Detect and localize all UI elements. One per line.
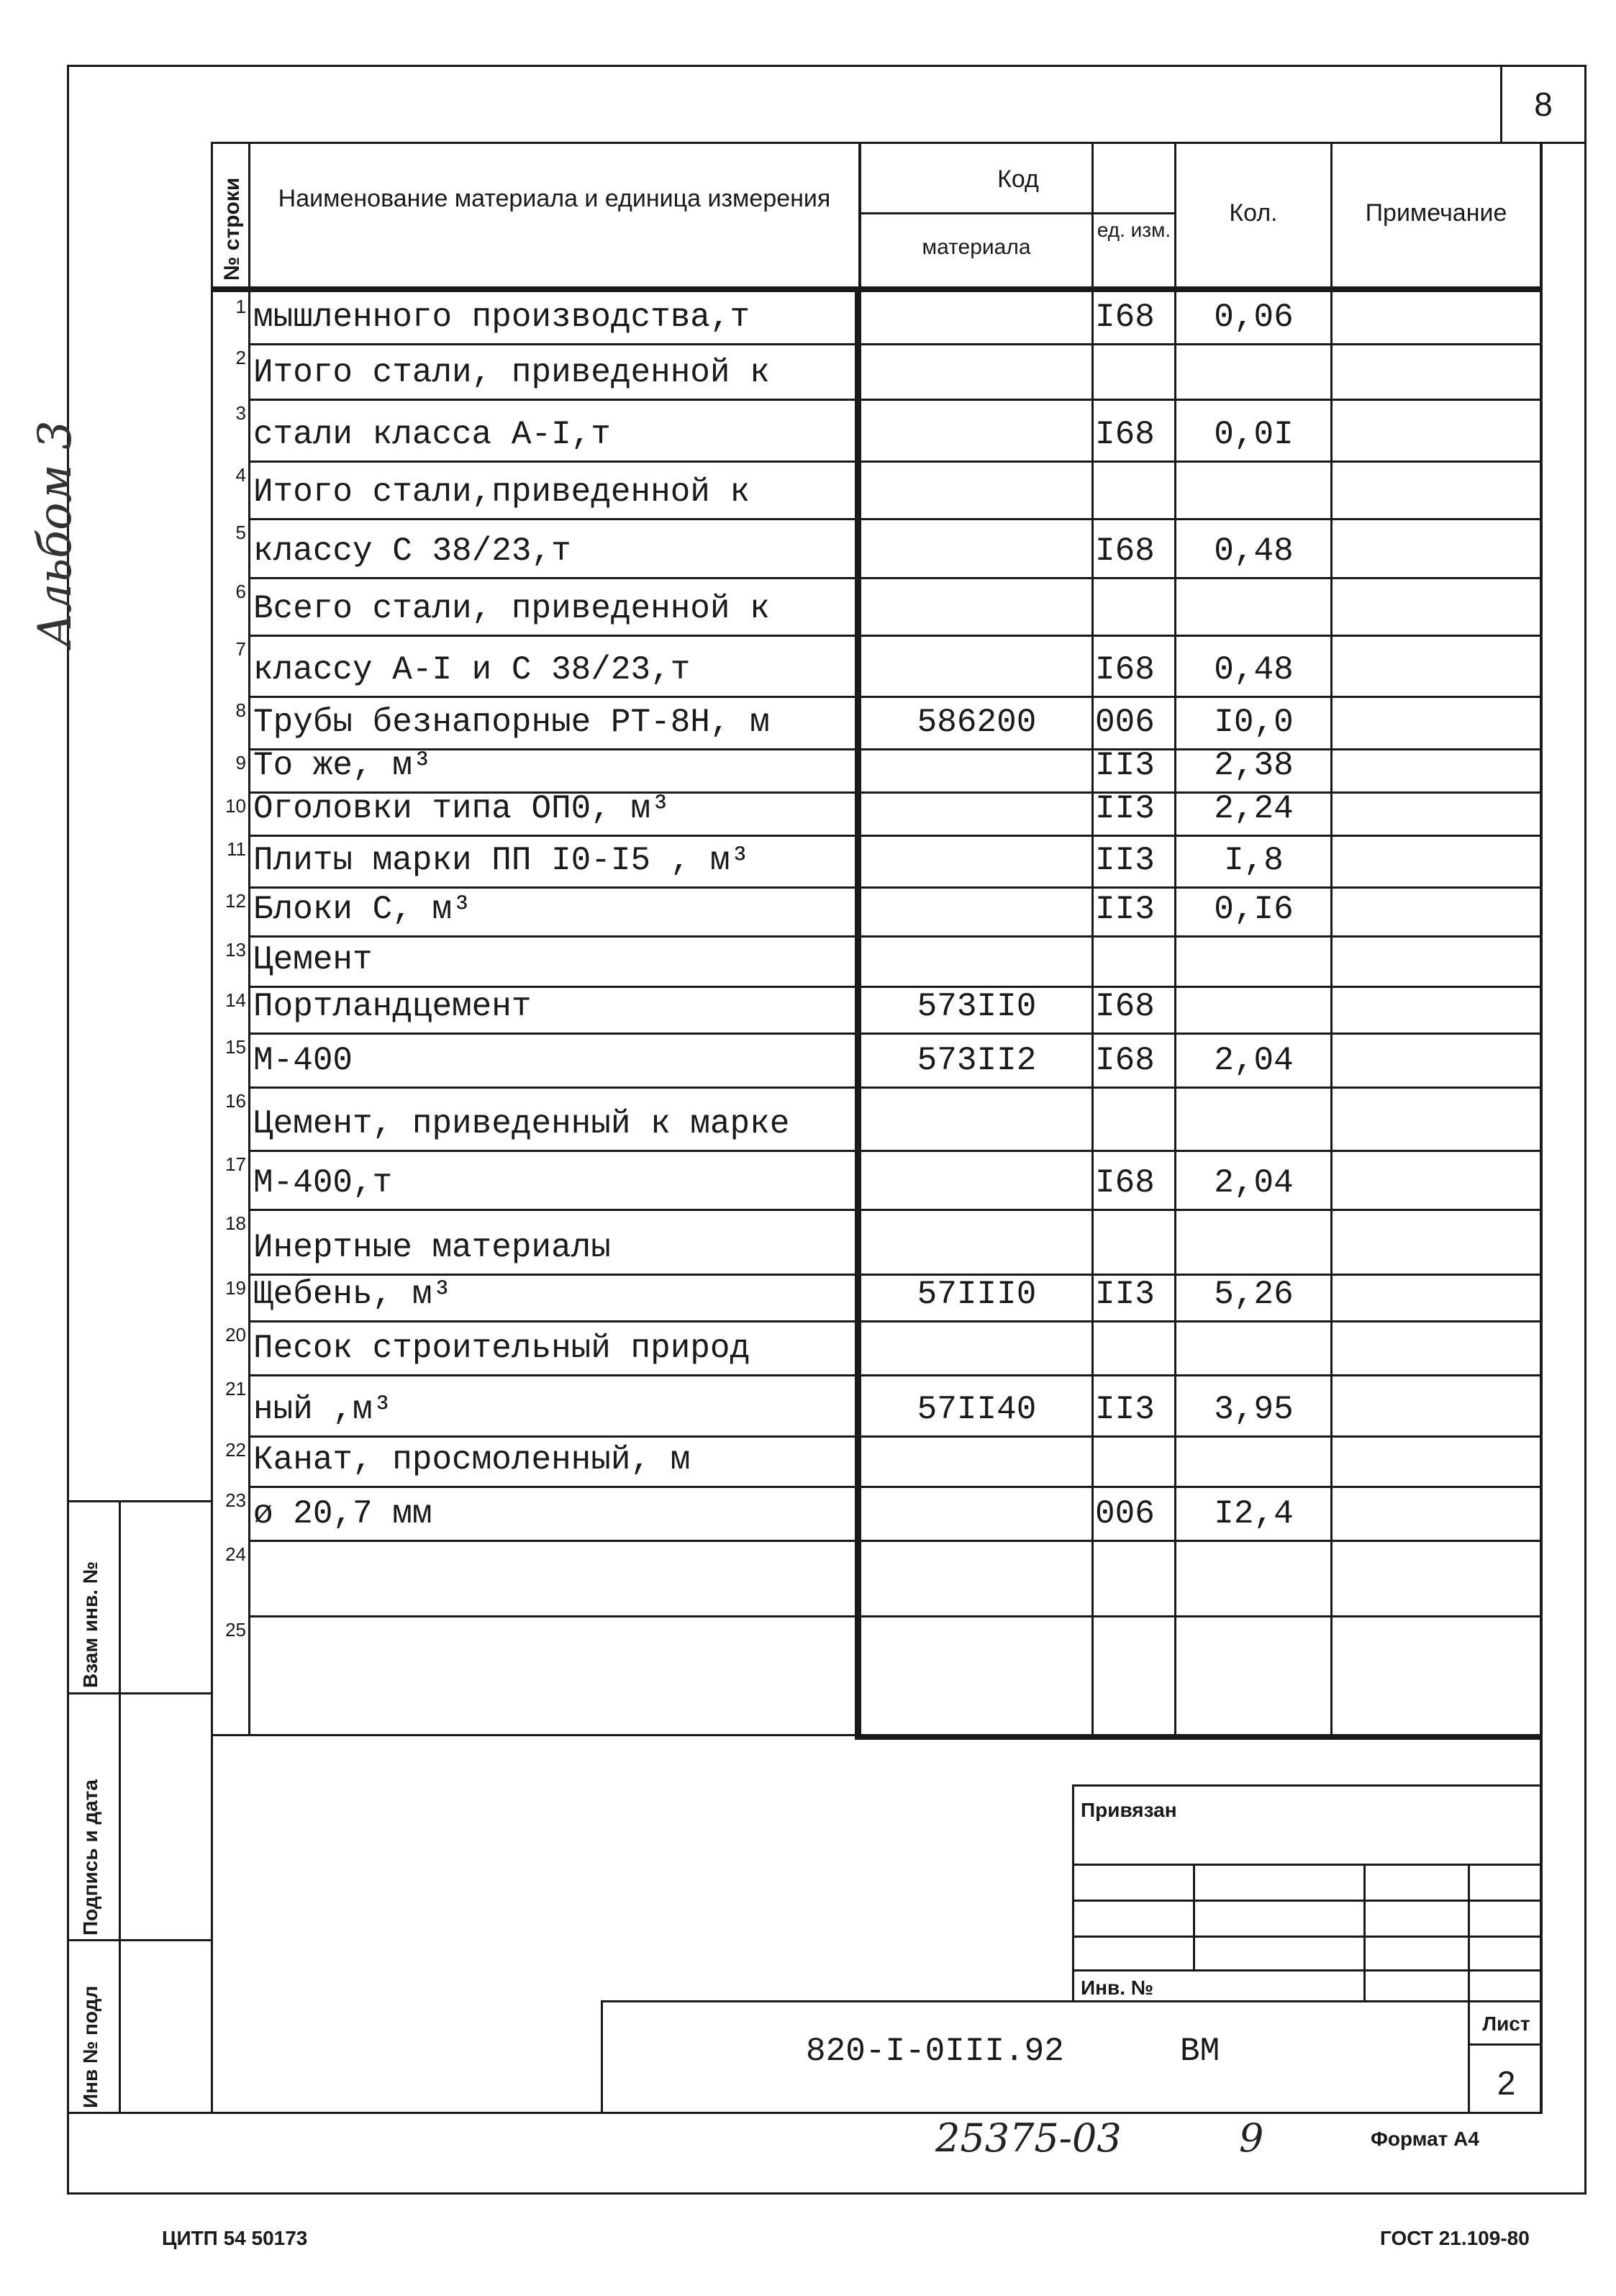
stamp-list-value: 2 bbox=[1497, 2064, 1516, 2102]
cell-name-row-4: Итого стали,приведенной к bbox=[253, 473, 750, 511]
side-label-vzam: Взам инв. № bbox=[79, 1561, 101, 1688]
cell-name-row-18: Инертные материалы bbox=[253, 1229, 611, 1266]
cell-unit-row-10: II3 bbox=[1095, 790, 1155, 827]
cell-qty-row-3: 0,0I bbox=[1214, 416, 1294, 453]
cell-n-row-13: 13 bbox=[225, 939, 246, 961]
cell-unit-row-16 bbox=[1095, 1105, 1173, 1145]
cell-n-row-7: 7 bbox=[235, 638, 246, 660]
cell-qty-row-5: 0,48 bbox=[1214, 532, 1294, 570]
cell-qty-row-16 bbox=[1180, 1105, 1327, 1145]
cell-qty-row-19: 5,26 bbox=[1214, 1276, 1294, 1313]
cell-unit-row-11: II3 bbox=[1095, 842, 1155, 879]
cell-qty-row-23: I2,4 bbox=[1214, 1495, 1294, 1533]
cell-mat-row-10 bbox=[863, 790, 1090, 830]
margin-handwritten-note: Альбом 3 bbox=[29, 420, 82, 648]
cell-name-row-7: классу А-I и С 38/23,т bbox=[253, 651, 691, 689]
cell-unit-row-6 bbox=[1095, 590, 1173, 630]
cell-unit-row-22 bbox=[1095, 1441, 1173, 1481]
side-cell-inv-podl bbox=[69, 1941, 119, 2112]
cell-name-row-23: ø 20,7 мм bbox=[253, 1495, 432, 1533]
stamp-list-label: Лист bbox=[1482, 2013, 1530, 2035]
cell-qty-row-10: 2,24 bbox=[1214, 790, 1294, 827]
cell-qty-row-13 bbox=[1180, 941, 1327, 981]
cell-n-row-8: 8 bbox=[235, 699, 246, 721]
cell-mat-row-9 bbox=[863, 747, 1090, 787]
row-separator bbox=[248, 1374, 1540, 1376]
cell-mat-row-1 bbox=[863, 299, 1090, 339]
cell-unit-row-24 bbox=[1095, 1571, 1173, 1611]
cell-n-row-18: 18 bbox=[225, 1212, 246, 1234]
cell-qty-row-6 bbox=[1180, 590, 1327, 630]
cell-qty-row-21: 3,95 bbox=[1214, 1391, 1294, 1428]
cell-qty-row-25 bbox=[1180, 1635, 1327, 1676]
header-qty: Кол. bbox=[1229, 199, 1278, 227]
cell-name-row-2: Итого стали, приведенной к bbox=[253, 354, 770, 391]
footer-gost: ГОСТ 21.109-80 bbox=[1380, 2227, 1530, 2249]
cell-unit-row-14: I68 bbox=[1095, 988, 1155, 1025]
row-separator bbox=[248, 518, 1540, 520]
cell-mat-row-16 bbox=[863, 1105, 1090, 1145]
cell-n-row-11: 11 bbox=[227, 838, 246, 860]
cell-qty-row-11: I,8 bbox=[1224, 842, 1284, 879]
row-separator bbox=[248, 343, 1540, 345]
cell-n-row-9: 9 bbox=[235, 752, 246, 773]
cell-qty-row-17: 2,04 bbox=[1214, 1164, 1294, 1202]
header-rownum-label: № строки bbox=[220, 177, 244, 281]
cell-qty-row-14 bbox=[1180, 988, 1327, 1028]
cell-name-row-3: стали класса А-I,т bbox=[253, 416, 611, 453]
cell-name-row-8: Трубы безнапорные РТ-8Н, м bbox=[253, 704, 770, 741]
cell-mat-row-22 bbox=[863, 1441, 1090, 1481]
header-code: Код bbox=[997, 165, 1039, 193]
cell-n-row-20: 20 bbox=[225, 1324, 246, 1346]
cell-name-row-15: М-400 bbox=[253, 1042, 353, 1079]
header-code-unit: ед. изм. bbox=[1097, 219, 1171, 241]
cell-unit-row-1: I68 bbox=[1095, 299, 1155, 336]
cell-name-row-13: Цемент bbox=[253, 941, 373, 979]
cell-unit-row-12: II3 bbox=[1095, 891, 1155, 928]
footer-format: Формат А4 bbox=[1371, 2128, 1479, 2150]
cell-name-row-6: Всего стали, приведенной к bbox=[253, 590, 770, 627]
cell-qty-row-24 bbox=[1180, 1571, 1327, 1611]
stamp-doc-mark: ВМ bbox=[1180, 2033, 1220, 2070]
cell-mat-row-7 bbox=[863, 651, 1090, 691]
cell-mat-row-19: 57III0 bbox=[917, 1276, 1037, 1313]
cell-name-row-11: Плиты марки ПП I0-I5 , м³ bbox=[253, 842, 750, 879]
cell-unit-row-23: 006 bbox=[1095, 1495, 1155, 1533]
row-separator bbox=[248, 1209, 1540, 1211]
cell-n-row-16: 16 bbox=[225, 1090, 246, 1112]
cell-mat-row-23 bbox=[863, 1495, 1090, 1535]
cell-name-row-9: То же, м³ bbox=[253, 747, 432, 784]
cell-mat-row-18 bbox=[863, 1229, 1090, 1269]
cell-qty-row-20 bbox=[1180, 1330, 1327, 1370]
cell-n-row-5: 5 bbox=[235, 522, 246, 543]
cell-n-row-4: 4 bbox=[235, 464, 246, 486]
cell-unit-row-2 bbox=[1095, 354, 1173, 394]
cell-unit-row-17: I68 bbox=[1095, 1164, 1155, 1202]
cell-n-row-6: 6 bbox=[235, 581, 246, 602]
cell-mat-row-24 bbox=[863, 1571, 1090, 1611]
cell-qty-row-9: 2,38 bbox=[1214, 747, 1294, 784]
cell-unit-row-20 bbox=[1095, 1330, 1173, 1370]
cell-mat-row-4 bbox=[863, 473, 1090, 514]
cell-name-row-5: классу С 38/23,т bbox=[253, 532, 571, 570]
row-separator bbox=[248, 1435, 1540, 1438]
cell-mat-row-20 bbox=[863, 1330, 1090, 1370]
cell-name-row-16: Цемент, приведенный к марке bbox=[253, 1105, 790, 1143]
cell-qty-row-7: 0,48 bbox=[1214, 651, 1294, 689]
cell-mat-row-13 bbox=[863, 941, 1090, 981]
cell-mat-row-8: 586200 bbox=[917, 704, 1037, 741]
cell-qty-row-15: 2,04 bbox=[1214, 1042, 1294, 1079]
cell-name-row-25 bbox=[253, 1635, 855, 1676]
row-separator bbox=[248, 460, 1540, 463]
cell-unit-row-5: I68 bbox=[1095, 532, 1155, 570]
cell-mat-row-12 bbox=[863, 891, 1090, 931]
side-label-inv-podl: Инв № подл bbox=[79, 1985, 101, 2108]
cell-name-row-22: Канат, просмоленный, м bbox=[253, 1441, 691, 1479]
footer-handwritten-page: 9 bbox=[1239, 2115, 1264, 2161]
cell-mat-row-2 bbox=[863, 354, 1090, 394]
cell-n-row-15: 15 bbox=[225, 1036, 246, 1058]
cell-unit-row-4 bbox=[1095, 473, 1173, 514]
header-code-material: материала bbox=[922, 235, 1031, 259]
cell-name-row-12: Блоки С, м³ bbox=[253, 891, 472, 928]
row-separator bbox=[248, 399, 1540, 401]
cell-n-row-14: 14 bbox=[225, 989, 246, 1011]
cell-unit-row-21: II3 bbox=[1095, 1391, 1155, 1428]
cell-n-row-24: 24 bbox=[225, 1543, 246, 1565]
cell-mat-row-15: 573II2 bbox=[917, 1042, 1037, 1079]
cell-mat-row-25 bbox=[863, 1635, 1090, 1676]
cell-n-row-12: 12 bbox=[225, 890, 246, 912]
cell-name-row-10: Оголовки типа ОП0, м³ bbox=[253, 790, 671, 827]
header-rownum bbox=[213, 144, 248, 286]
cell-unit-row-13 bbox=[1095, 941, 1173, 981]
cell-qty-row-4 bbox=[1180, 473, 1327, 514]
cell-name-row-1: мышленного производства,т bbox=[253, 299, 750, 336]
side-cell-podpis bbox=[69, 1694, 119, 1939]
header-name: Наименование материала и единица измерения bbox=[278, 185, 831, 212]
cell-qty-row-12: 0,I6 bbox=[1214, 891, 1294, 928]
row-separator bbox=[248, 1486, 1540, 1488]
cell-unit-row-18 bbox=[1095, 1229, 1173, 1269]
header-note: Примечание bbox=[1365, 199, 1507, 227]
cell-unit-row-9: II3 bbox=[1095, 747, 1155, 784]
sheet-number: 8 bbox=[1534, 86, 1553, 123]
cell-qty-row-1: 0,06 bbox=[1214, 299, 1294, 336]
cell-mat-row-3 bbox=[863, 416, 1090, 456]
cell-unit-row-25 bbox=[1095, 1635, 1173, 1676]
row-separator bbox=[248, 1086, 1540, 1089]
cell-unit-row-3: I68 bbox=[1095, 416, 1155, 453]
cell-mat-row-17 bbox=[863, 1164, 1090, 1204]
row-separator bbox=[248, 1615, 1540, 1617]
cell-n-row-19: 19 bbox=[225, 1277, 246, 1299]
cell-name-row-17: М-400,т bbox=[253, 1164, 393, 1202]
stamp-privyazan: Привязан bbox=[1081, 1799, 1177, 1821]
stamp-doc-code: 820-I-0III.92 bbox=[806, 2033, 1064, 2070]
cell-unit-row-7: I68 bbox=[1095, 651, 1155, 689]
cell-n-row-17: 17 bbox=[225, 1153, 246, 1175]
cell-unit-row-19: II3 bbox=[1095, 1276, 1155, 1313]
row-separator bbox=[248, 835, 1540, 837]
cell-n-row-2: 2 bbox=[235, 347, 246, 368]
cell-n-row-3: 3 bbox=[235, 402, 246, 424]
side-cell-vzam bbox=[69, 1502, 119, 1692]
row-separator bbox=[248, 1320, 1540, 1322]
row-separator bbox=[248, 1540, 1540, 1542]
cell-n-row-1: 1 bbox=[235, 296, 246, 317]
cell-name-row-24 bbox=[253, 1571, 855, 1611]
cell-name-row-19: Щебень, м³ bbox=[253, 1276, 453, 1313]
cell-n-row-21: 21 bbox=[225, 1378, 246, 1399]
cell-name-row-14: Портландцемент bbox=[253, 988, 532, 1025]
row-separator bbox=[248, 635, 1540, 637]
row-separator bbox=[248, 696, 1540, 698]
footer-handwritten-number: 25375-03 bbox=[935, 2115, 1122, 2161]
cell-mat-row-14: 573II0 bbox=[917, 988, 1037, 1025]
cell-qty-row-2 bbox=[1180, 354, 1327, 394]
footer-left-code: ЦИТП 54 50173 bbox=[162, 2227, 308, 2249]
cell-n-row-25: 25 bbox=[225, 1619, 246, 1641]
row-separator bbox=[248, 935, 1540, 938]
cell-mat-row-6 bbox=[863, 590, 1090, 630]
cell-mat-row-21: 57II40 bbox=[917, 1391, 1037, 1428]
cell-n-row-23: 23 bbox=[225, 1489, 246, 1511]
cell-mat-row-11 bbox=[863, 842, 1090, 882]
cell-qty-row-18 bbox=[1180, 1229, 1327, 1269]
row-separator bbox=[248, 577, 1540, 579]
cell-qty-row-22 bbox=[1180, 1441, 1327, 1481]
row-separator bbox=[248, 1033, 1540, 1035]
row-separator bbox=[248, 886, 1540, 889]
cell-name-row-21: ный ,м³ bbox=[253, 1391, 393, 1428]
stamp-inv-no: Инв. № bbox=[1081, 1977, 1154, 1999]
cell-name-row-20: Песок строительный природ bbox=[253, 1330, 750, 1367]
cell-unit-row-15: I68 bbox=[1095, 1042, 1155, 1079]
cell-mat-row-5 bbox=[863, 532, 1090, 573]
cell-n-row-22: 22 bbox=[225, 1439, 246, 1461]
cell-n-row-10: 10 bbox=[225, 795, 246, 817]
cell-qty-row-8: I0,0 bbox=[1214, 704, 1294, 741]
cell-unit-row-8: 006 bbox=[1095, 704, 1155, 741]
side-label-podpis: Подпись и дата bbox=[79, 1779, 101, 1936]
row-separator bbox=[248, 1150, 1540, 1152]
